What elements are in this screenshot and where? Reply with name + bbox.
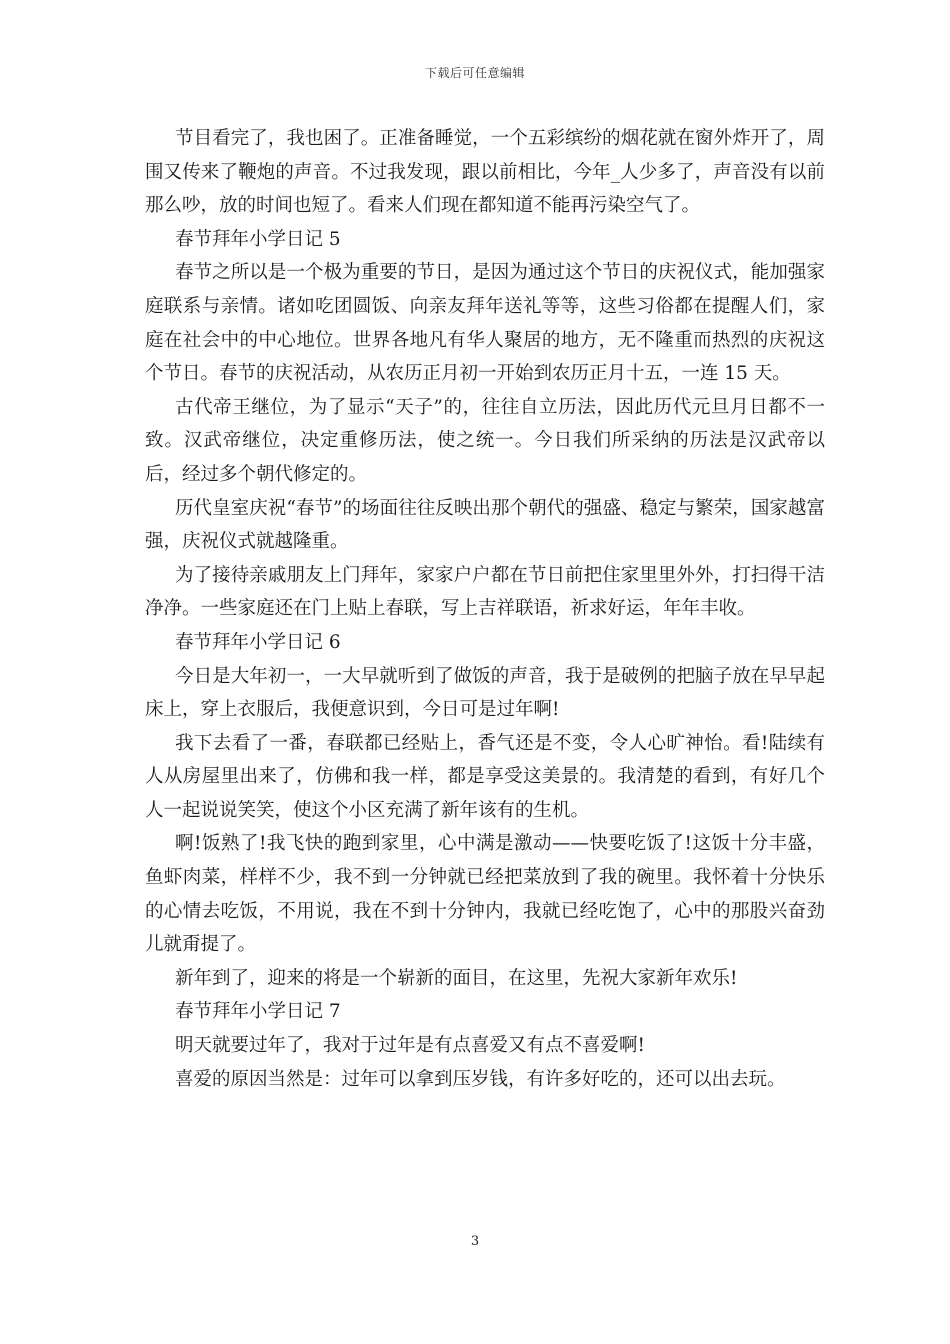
paragraph: 我下去看了一番，春联都已经贴上，香气还是不变，令人心旷神怡。看!陆续有人从房屋里出来了，仿佛和我一样，都是享受这美景的。我清楚的看到，有好几个人一起说说笑笑，使这个小区充满了新年该有的生机。: [145, 732, 825, 821]
paragraph: 为了接待亲戚朋友上门拜年，家家户户都在节日前把住家里里外外，打扫得干洁净净。一些家庭还在门上贴上春联，写上吉祥联语，祈求好运，年年丰收。: [145, 564, 825, 620]
paragraph: 明天就要过年了，我对于过年是有点喜爱又有点不喜爱啊!: [175, 1035, 645, 1057]
paragraph: 春节之所以是一个极为重要的节日，是因为通过这个节日的庆祝仪式，能加强家庭联系与亲情。诸如吃团圆饭、向亲友拜年送礼等等，这些习俗都在提醒人们，家庭在社会中的中心地位。世界各地凡有华人聚居的地方，无不隆重而热烈的庆祝这个节日。春节的庆祝活动，从农历正月初一开始到农历正月十五，一连 15 天。: [145, 262, 825, 385]
diary-entry-heading: 春节拜年小学日记 6: [175, 631, 341, 653]
paragraph: 新年到了，迎来的将是一个崭新的面目，在这里，先祝大家新年欢乐!: [175, 967, 738, 989]
paragraph: 古代帝王继位，为了显示“天子”的，往往自立历法，因此历代元旦月日都不一致。汉武帝继位，决定重修历法，使之统一。今日我们所采纳的历法是汉武帝以后，经过多个朝代修定的。: [145, 396, 825, 485]
paragraph: 节目看完了，我也困了。正准备睡觉，一个五彩缤纷的烟花就在窗外炸开了，周围又传来了鞭炮的声音。不过我发现，跟以前相比，今年_人少多了，声音没有以前那么吵，放的时间也短了。看来人们现在都知道不能再污染空气了。: [145, 128, 825, 217]
page-header: 下载后可任意编辑: [424, 66, 525, 80]
document-body: [145, 122, 825, 1096]
diary-entry-heading: 春节拜年小学日记 7: [175, 1001, 341, 1023]
page-number: 3: [470, 1234, 480, 1249]
paragraph: 喜爱的原因当然是：过年可以拿到压岁钱，有许多好吃的，还可以出去玩。: [175, 1068, 786, 1090]
paragraph: 啊!饭熟了!我飞快的跑到家里，心中满是激动——快要吃饭了!这饭十分丰盛，鱼虾肉菜，样样不少，我不到一分钟就已经把菜放到了我的碗里。我怀着十分快乐的心情去吃饭，不用说，我在不到十分钟内，我就已经吃饱了，心中的那股兴奋劲儿就甭提了。: [145, 833, 825, 956]
paragraph: 今日是大年初一，一大早就听到了做饭的声音，我于是破例的把脑子放在早早起床上，穿上衣服后，我便意识到，今日可是过年啊!: [145, 665, 825, 721]
paragraph: 历代皇室庆祝“春节”的场面往往反映出那个朝代的强盛、稳定与繁荣，国家越富强，庆祝仪式就越隆重。: [145, 497, 825, 553]
diary-entry-heading: 春节拜年小学日记 5: [175, 228, 341, 250]
